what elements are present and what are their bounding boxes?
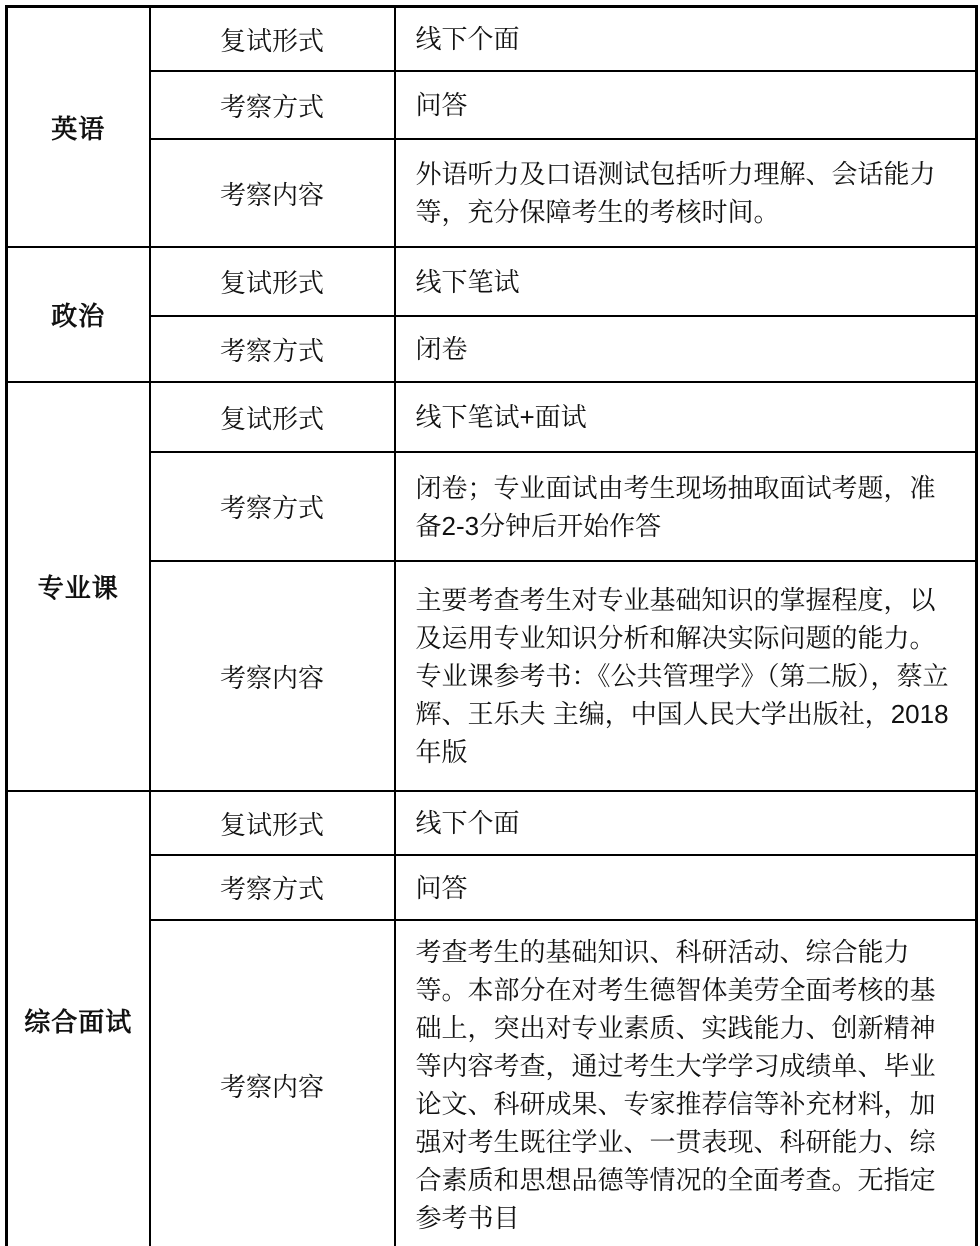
table-row <box>7 382 977 452</box>
subject-cell: 综合面试 <box>7 791 150 1246</box>
row-value-cell: 线下笔试+面试 <box>395 382 977 452</box>
table-row <box>7 791 977 855</box>
table-row <box>7 561 977 791</box>
table-row <box>7 247 977 316</box>
table-row <box>7 7 977 72</box>
row-label-cell: 考察内容 <box>150 139 395 247</box>
row-value-cell: 主要考查考生对专业基础知识的掌握程度，以及运用专业知识分析和解决实际问题的能力。专业课参考书：《公共管理学》（第二版），蔡立辉、王乐夫 主编，中国人民大学出版社，2018年版 <box>395 561 977 791</box>
table-row <box>7 316 977 382</box>
row-value-cell: 线下笔试 <box>395 247 977 316</box>
table-row <box>7 71 977 139</box>
row-value-cell: 问答 <box>395 71 977 139</box>
subject-cell: 英语 <box>7 7 150 248</box>
table-row <box>7 452 977 561</box>
row-value-cell: 闭卷；专业面试由考生现场抽取面试考题，准备2-3分钟后开始作答 <box>395 452 977 561</box>
row-label-cell: 复试形式 <box>150 247 395 316</box>
row-label-cell: 考察方式 <box>150 855 395 920</box>
row-value-cell: 外语听力及口语测试包括听力理解、会话能力等，充分保障考生的考核时间。 <box>395 139 977 247</box>
row-label-cell: 复试形式 <box>150 382 395 452</box>
row-value-cell: 考查考生的基础知识、科研活动、综合能力等。本部分在对考生德智体美劳全面考核的基础上，突出对专业素质、实践能力、创新精神等内容考查，通过考生大学学习成绩单、毕业论文、科研成果、专家推荐信等补充材料，加强对考生既往学业、一贯表现、科研能力、综合素质和思想品德等情况的全面考查。无指定参考书目 <box>395 920 977 1246</box>
row-value-cell: 问答 <box>395 855 977 920</box>
row-label-cell: 考察方式 <box>150 316 395 382</box>
row-value-cell: 线下个面 <box>395 7 977 72</box>
table-row <box>7 139 977 247</box>
subject-cell: 专业课 <box>7 382 150 791</box>
row-value-cell: 闭卷 <box>395 316 977 382</box>
review-subjects-table <box>5 5 978 1246</box>
review-table-body <box>7 7 977 1246</box>
row-label-cell: 考察内容 <box>150 561 395 791</box>
row-label-cell: 复试形式 <box>150 791 395 855</box>
row-label-cell: 考察内容 <box>150 920 395 1246</box>
table-row <box>7 920 977 1246</box>
row-value-cell: 线下个面 <box>395 791 977 855</box>
row-label-cell: 考察方式 <box>150 71 395 139</box>
table-row <box>7 855 977 920</box>
row-label-cell: 考察方式 <box>150 452 395 561</box>
row-label-cell: 复试形式 <box>150 7 395 72</box>
subject-cell: 政治 <box>7 247 150 382</box>
